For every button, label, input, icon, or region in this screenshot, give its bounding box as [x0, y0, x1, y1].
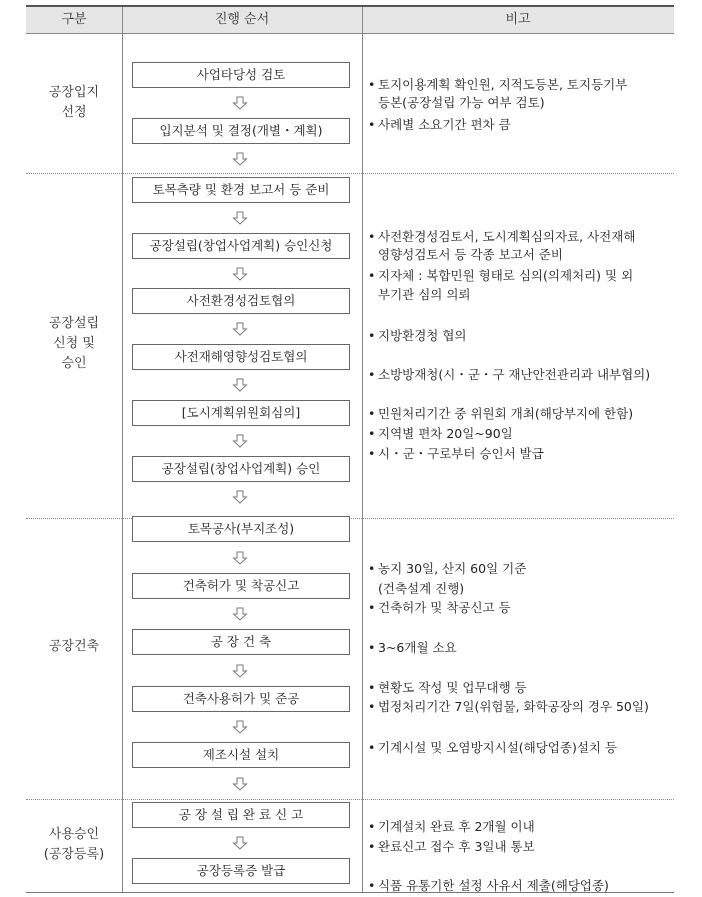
remark-line: 등본(공장설립 가능 여부 검토): [378, 95, 545, 110]
step-site-analysis: 입지분석 및 결정(개별・계획): [132, 118, 350, 144]
down-arrow-icon: [232, 378, 248, 392]
header-remarks: 비고: [505, 12, 531, 27]
section-divider: [26, 799, 674, 800]
remark-line: • 지방환경청 협의: [368, 328, 467, 343]
category-usage-approval: 사용승인 (공장등록): [43, 827, 105, 862]
remark-line: 영향성검토서 등 각종 보고서 준비: [378, 247, 563, 262]
down-arrow-icon: [232, 490, 248, 504]
remark-line: • 현황도 작성 및 업무대행 등: [368, 680, 527, 695]
remark-line: • 지자체 : 복합민원 형태로 심의(의제처리) 및 외: [368, 268, 634, 283]
remark-line: • 지역별 편차 20일~90일: [368, 426, 513, 441]
remark-line: • 건축허가 및 착공신고 등: [368, 600, 511, 615]
down-arrow-icon: [232, 434, 248, 448]
step-environmental-review: 사전환경성검토협의: [132, 288, 350, 314]
down-arrow-icon: [232, 96, 248, 110]
step-disaster-review: 사전재해영향성검토협의: [132, 344, 350, 370]
step-registration-issuance: 공장등록증 발급: [132, 858, 350, 884]
down-arrow-icon: [232, 322, 248, 336]
step-factory-construction: 공 장 건 축: [132, 629, 350, 655]
remark-line: • 사전환경성검토서, 도시계획심의자료, 사전재해: [368, 229, 636, 244]
remark-line: • 토지이용계획 확인원, 지적도등본, 토지등기부: [368, 77, 628, 92]
step-equipment-installation: 제조시설 설치: [132, 742, 350, 768]
header-category: 구분: [61, 12, 87, 27]
remark-line: • 농지 30일, 산지 60일 기준: [368, 561, 527, 576]
column-divider: [122, 7, 123, 892]
step-survey-preparation: 토목측량 및 환경 보고서 등 준비: [132, 177, 350, 203]
category-site-selection: 공장입지 선정: [48, 85, 100, 120]
down-arrow-icon: [232, 720, 248, 734]
header-procedure: 진행 순서: [214, 12, 270, 27]
down-arrow-icon: [232, 551, 248, 565]
remark-line: • 민원처리기간 중 위원회 개최(해당부지에 한함): [368, 406, 634, 421]
down-arrow-icon: [232, 152, 248, 166]
remark-line: 부기관 심의 의뢰: [378, 287, 471, 302]
remark-line: • 법정처리기간 7일(위험물, 화학공장의 경우 50일): [368, 699, 649, 714]
section-divider: [26, 518, 674, 519]
step-completion-report: 공 장 설 립 완 료 신 고: [132, 802, 350, 828]
step-building-permit: 건축허가 및 착공신고: [132, 573, 350, 599]
remark-line: (건축설계 진행): [378, 581, 465, 596]
down-arrow-icon: [232, 267, 248, 281]
column-divider: [362, 7, 363, 892]
category-construction: 공장건축: [48, 639, 100, 654]
step-feasibility-review: 사업타당성 검토: [132, 62, 350, 88]
remark-line: • 소방방재청(시・군・구 재난안전관리과 내부협의): [368, 367, 651, 382]
category-establishment-approval: 공장설립 신청 및 승인: [48, 316, 100, 371]
step-use-permit: 건축사용허가 및 준공: [132, 686, 350, 712]
step-establishment-approval: 공장설립(창업사업계획) 승인: [132, 456, 350, 482]
step-approval-application: 공장설립(창업사업계획) 승인신청: [132, 233, 350, 259]
section-divider: [26, 173, 674, 174]
remark-line: • 식품 유통기한 설정 사유서 제출(해당업종): [368, 878, 609, 893]
down-arrow-icon: [232, 836, 248, 850]
remark-line: • 기계설치 완료 후 2개월 이내: [368, 819, 535, 834]
down-arrow-icon: [232, 211, 248, 225]
down-arrow-icon: [232, 607, 248, 621]
remark-line: • 시・군・구로부터 승인서 발급: [368, 446, 544, 461]
remark-line: • 완료신고 접수 후 3일내 통보: [368, 839, 535, 854]
step-civil-works: 토목공사(부지조성): [132, 516, 350, 542]
remark-line: • 기계시설 및 오염방지시설(해당업종)설치 등: [368, 740, 618, 755]
step-urban-planning-committee: [도시계획위원회심의]: [132, 400, 350, 426]
down-arrow-icon: [232, 777, 248, 791]
remark-line: • 사례별 소요기간 편차 큼: [368, 117, 511, 132]
remark-line: • 3~6개월 소요: [368, 640, 457, 655]
down-arrow-icon: [232, 664, 248, 678]
